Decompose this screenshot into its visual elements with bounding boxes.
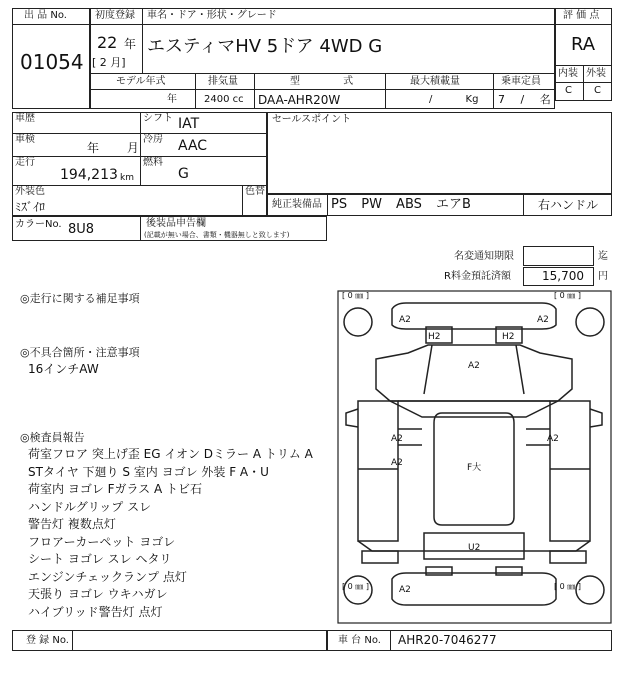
recycle-label: R料金預託済額 (444, 271, 511, 282)
mileage-unit: km (120, 173, 134, 183)
name-label: 車名・ドア・形状・グレード (147, 10, 277, 21)
damage-mark: H2 (502, 332, 515, 342)
model-year-label: モデル年式 (116, 76, 166, 87)
recycle-unit: 円 (598, 271, 608, 282)
exterior-label: 外装 (586, 68, 606, 79)
history-label: 車歴 (15, 113, 35, 124)
tire-label: [ 0 ㎜ ] (554, 582, 581, 591)
deadline-unit: 迄 (598, 251, 608, 262)
aircon-value: AAC (178, 138, 208, 154)
fuel-label: 燃料 (143, 157, 163, 168)
first-reg-year: 22 (97, 33, 118, 52)
remark-line: ハンドルグリップ スレ (28, 499, 152, 514)
damage-mark: F大 (467, 463, 482, 473)
remark-line: 天張り ヨゴレ ウキハガレ (28, 587, 168, 601)
damage-mark: A2 (547, 434, 559, 444)
shift-value: IAT (178, 116, 200, 132)
lot-label: 出 品 No. (24, 10, 67, 21)
color-no-label: カラーNo. (15, 219, 62, 230)
model-year-unit: 年 (167, 94, 177, 105)
car-damage-diagram (336, 289, 613, 625)
displacement: 2400 cc (204, 94, 244, 105)
year-unit: 年 (124, 37, 137, 51)
capacity-label: 乗車定員 (501, 76, 541, 87)
max-load-label: 最大積載量 (410, 76, 460, 87)
damage-mark: U2 (468, 543, 481, 553)
interior-grade: C (565, 85, 572, 96)
driving-notes-title: ◎走行に関する補足事項 (20, 292, 140, 305)
mileage-label: 走行 (15, 157, 35, 168)
equipment-label: 純正装備品 (272, 199, 322, 210)
chassis-label: 車 台 No. (338, 635, 381, 646)
tire-label: [ 0 ㎜ ] (342, 582, 369, 591)
max-load: / Kg (429, 94, 479, 105)
remark-line: シート ヨゴレ スレ ヘタリ (28, 552, 172, 566)
damage-mark: A2 (399, 585, 411, 595)
model: DAA-AHR20W (258, 93, 341, 107)
defects-title: ◎不具合箇所・注意事項 (20, 346, 140, 359)
damage-mark: A2 (391, 458, 403, 468)
remark-line: 荷室フロア 突上げ歪 EG イオン Dミラー A トリム A (28, 447, 313, 461)
shift-label: シフト (143, 113, 173, 124)
remark-line: ハイブリッド警告灯 点灯 (28, 604, 163, 619)
fuel-value: G (178, 166, 189, 182)
exterior-grade: C (594, 85, 601, 96)
color-no-value: 8U8 (68, 222, 95, 237)
reg-no-label: 登 録 No. (26, 635, 69, 646)
damage-mark: A2 (537, 315, 549, 325)
sales-point-label: セールスポイント (272, 114, 352, 125)
inspection-value: 年 月 (87, 141, 139, 155)
remark-line: STタイヤ 下廻り S 室内 ヨゴレ 外装 F A・U (28, 464, 269, 479)
remark-line: 警告灯 複数点灯 (28, 517, 116, 531)
inspector-remarks (28, 446, 313, 621)
grade-value: RA (571, 34, 596, 55)
first-reg-label: 初度登録 (95, 10, 135, 21)
recycle-value: 15,700 (542, 269, 584, 283)
equipment-value: PS PW ABS エアB (331, 197, 471, 212)
inspector-title: ◎検査員報告 (20, 431, 85, 444)
steering-value: 右ハンドル (538, 198, 599, 212)
deadline-label: 名変通知期限 (454, 251, 514, 262)
grade-label: 評 価 点 (563, 10, 600, 21)
remark-line: 荷室内 ヨゴレ Fガラス A トビ石 (28, 482, 203, 496)
car-name: エスティマHV 5ドア 4WD G (147, 36, 383, 57)
capacity: 7 / 名 (498, 93, 551, 106)
remark-line: フロアーカーペット ヨゴレ (28, 534, 176, 549)
displacement-label: 排気量 (208, 76, 238, 87)
remark-line: エンジンチェックランプ 点灯 (28, 569, 187, 584)
tire-label: [ 0 ㎜ ] (342, 291, 369, 300)
color-label: 外装色 (15, 186, 45, 197)
lot-number: 01054 (20, 50, 84, 74)
damage-mark: H2 (428, 332, 441, 342)
aftermarket-note: (記載が無い場合、書類・機器無しと致します) (144, 231, 290, 239)
damage-mark: A2 (391, 434, 403, 444)
damage-mark: A2 (399, 315, 411, 325)
model-label: 型 式 (290, 76, 354, 87)
first-reg-month: [ 2 月] (92, 56, 126, 69)
aircon-label: 冷房 (143, 134, 163, 145)
repaint-label: 色替 (245, 186, 265, 197)
chassis-number: AHR20-7046277 (398, 633, 497, 647)
tire-label: [ 0 ㎜ ] (554, 291, 581, 300)
damage-mark: A2 (468, 361, 480, 371)
mileage-value: 194,213 (60, 167, 118, 183)
color-value: ﾐｽﾞｲﾛ (15, 200, 46, 214)
deadline-value-box (523, 246, 594, 266)
defects-text: 16インチAW (28, 362, 99, 376)
interior-label: 内装 (558, 68, 578, 79)
inspection-label: 車検 (15, 134, 35, 145)
aftermarket-label: 後装品申告欄 (146, 218, 206, 229)
